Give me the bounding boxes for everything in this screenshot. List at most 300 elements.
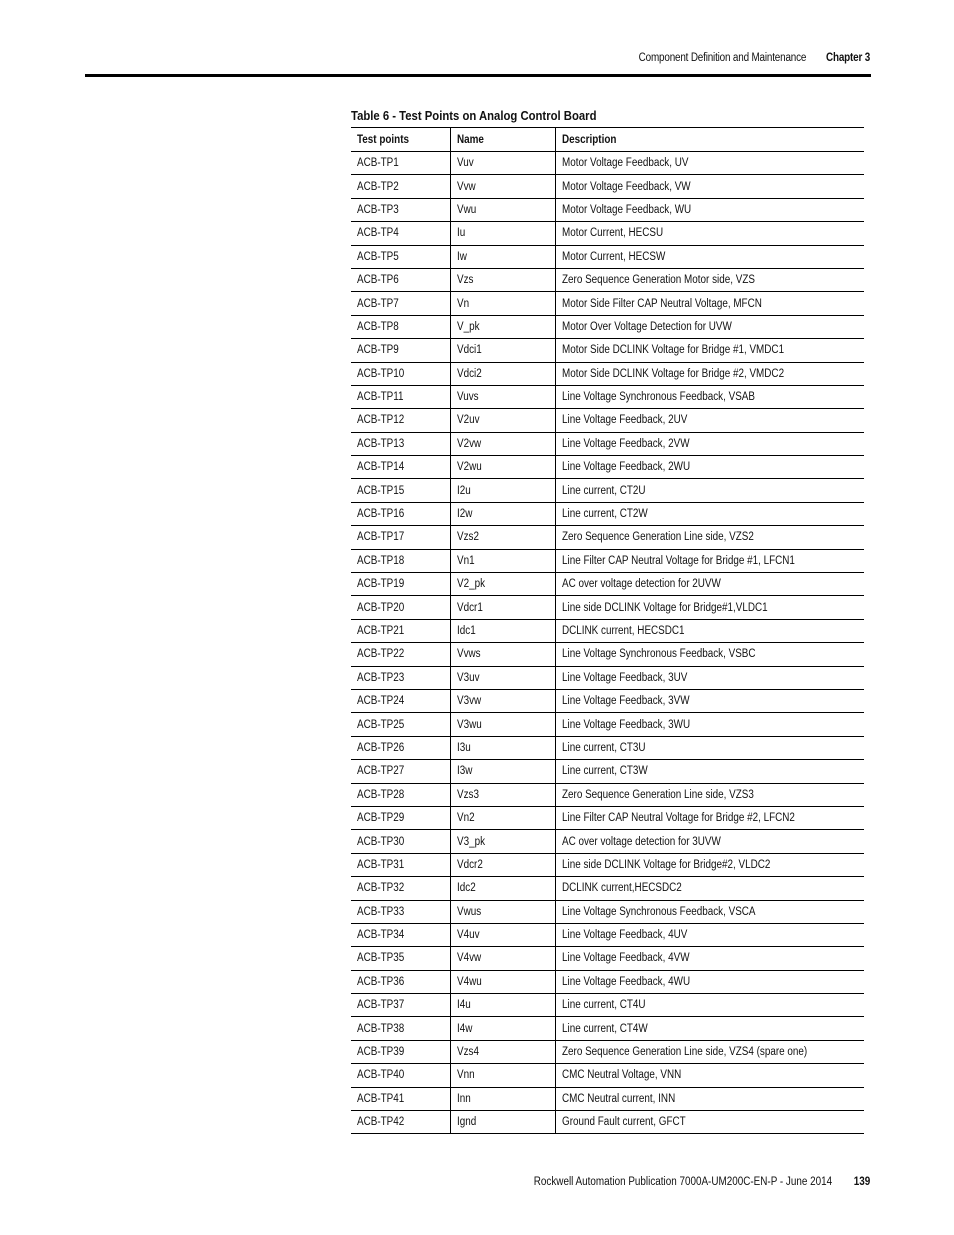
table-row bbox=[351, 152, 864, 175]
cell-text: Vdcr2 bbox=[456, 858, 483, 871]
cell-text: V2vw bbox=[456, 437, 481, 450]
cell-text: Line Filter CAP Neutral Voltage for Bridge #1, LFCN1 bbox=[561, 554, 795, 567]
cell-text: Line Voltage Feedback, 4UV bbox=[561, 929, 687, 942]
test-point-cell bbox=[351, 596, 450, 619]
table-body bbox=[351, 152, 864, 1134]
cell-text: ACB-TP9 bbox=[357, 344, 399, 357]
signal-name-cell bbox=[450, 947, 555, 970]
cell-text: ACB-TP22 bbox=[357, 648, 405, 661]
cell-text: Motor Over Voltage Detection for UVW bbox=[561, 320, 732, 333]
table-row bbox=[351, 198, 864, 221]
cell-text: V2uv bbox=[456, 414, 480, 427]
table-row bbox=[351, 479, 864, 502]
description-cell bbox=[555, 339, 864, 362]
test-point-cell bbox=[351, 900, 450, 923]
description-cell bbox=[555, 1111, 864, 1134]
test-point-cell bbox=[351, 1087, 450, 1110]
column-header-name bbox=[450, 128, 555, 152]
cell-text: ACB-TP10 bbox=[357, 367, 405, 380]
signal-name-cell bbox=[450, 1040, 555, 1063]
table-row bbox=[351, 409, 864, 432]
test-point-cell bbox=[351, 268, 450, 291]
cell-text: ACB-TP38 bbox=[357, 1022, 405, 1035]
description-cell bbox=[555, 596, 864, 619]
cell-text: ACB-TP5 bbox=[357, 250, 399, 263]
table-row bbox=[351, 923, 864, 946]
description-cell bbox=[555, 268, 864, 291]
signal-name-cell bbox=[450, 362, 555, 385]
cell-text: V3uv bbox=[456, 671, 480, 684]
cell-text: I2u bbox=[456, 484, 471, 497]
test-point-cell bbox=[351, 198, 450, 221]
signal-name-cell bbox=[450, 432, 555, 455]
test-point-cell bbox=[351, 853, 450, 876]
table-row bbox=[351, 175, 864, 198]
cell-text: Line current, CT2U bbox=[561, 484, 646, 497]
signal-name-cell bbox=[450, 643, 555, 666]
signal-name-cell bbox=[450, 1111, 555, 1134]
signal-name-cell bbox=[450, 619, 555, 642]
description-cell bbox=[555, 689, 864, 712]
signal-name-cell bbox=[450, 830, 555, 853]
cell-text: AC over voltage detection for 2UVW bbox=[561, 578, 721, 591]
column-header-test-points bbox=[351, 128, 450, 152]
cell-text: ACB-TP32 bbox=[357, 882, 405, 895]
description-cell bbox=[555, 783, 864, 806]
table-row bbox=[351, 689, 864, 712]
cell-text: Idc2 bbox=[456, 882, 476, 895]
cell-text: V3wu bbox=[456, 718, 482, 731]
description-cell bbox=[555, 900, 864, 923]
table-row bbox=[351, 315, 864, 338]
cell-text: AC over voltage detection for 3UVW bbox=[561, 835, 721, 848]
cell-text: Vwus bbox=[456, 905, 481, 918]
description-cell bbox=[555, 573, 864, 596]
description-cell bbox=[555, 1017, 864, 1040]
signal-name-cell bbox=[450, 1017, 555, 1040]
cell-text: V4vw bbox=[456, 952, 481, 965]
signal-name-cell bbox=[450, 900, 555, 923]
cell-text: Motor Current, HECSW bbox=[561, 250, 665, 263]
signal-name-cell bbox=[450, 339, 555, 362]
cell-text: Line current, CT4U bbox=[561, 999, 646, 1012]
cell-text: ACB-TP40 bbox=[357, 1069, 405, 1082]
column-header-label: Name bbox=[456, 133, 484, 146]
description-cell bbox=[555, 736, 864, 759]
test-point-cell bbox=[351, 619, 450, 642]
description-cell bbox=[555, 175, 864, 198]
cell-text: DCLINK current, HECSDC1 bbox=[561, 625, 685, 637]
signal-name-cell bbox=[450, 245, 555, 268]
description-cell bbox=[555, 362, 864, 385]
table-row bbox=[351, 292, 864, 315]
cell-text: Vnn bbox=[456, 1069, 475, 1082]
cell-text: Iw bbox=[456, 250, 467, 263]
description-cell bbox=[555, 994, 864, 1017]
cell-text: Line Filter CAP Neutral Voltage for Bridge #2, LFCN2 bbox=[561, 812, 795, 825]
description-cell bbox=[555, 877, 864, 900]
table-row bbox=[351, 970, 864, 993]
table-row bbox=[351, 994, 864, 1017]
cell-text: ACB-TP18 bbox=[357, 554, 405, 567]
test-points-table bbox=[351, 127, 864, 1134]
signal-name-cell bbox=[450, 853, 555, 876]
cell-text: I4u bbox=[456, 999, 471, 1012]
table-row bbox=[351, 432, 864, 455]
cell-text: Motor Side Filter CAP Neutral Voltage, MFCN bbox=[561, 297, 762, 310]
header-chapter: Chapter 3 bbox=[825, 52, 870, 64]
description-cell bbox=[555, 385, 864, 408]
cell-text: ACB-TP17 bbox=[357, 531, 405, 544]
cell-text: Vdci2 bbox=[456, 367, 482, 380]
cell-text: ACB-TP6 bbox=[357, 274, 399, 287]
cell-text: Line Voltage Synchronous Feedback, VSBC bbox=[561, 648, 756, 661]
test-point-cell bbox=[351, 689, 450, 712]
description-cell bbox=[555, 666, 864, 689]
test-point-cell bbox=[351, 549, 450, 572]
cell-text: ACB-TP24 bbox=[357, 695, 405, 708]
table-row bbox=[351, 643, 864, 666]
description-cell bbox=[555, 479, 864, 502]
cell-text: Iu bbox=[456, 227, 465, 240]
description-cell bbox=[555, 432, 864, 455]
cell-text: ACB-TP11 bbox=[357, 391, 404, 404]
test-point-cell bbox=[351, 760, 450, 783]
cell-text: ACB-TP42 bbox=[357, 1116, 405, 1129]
description-cell bbox=[555, 1040, 864, 1063]
cell-text: I3w bbox=[456, 765, 472, 778]
description-cell bbox=[555, 222, 864, 245]
table-row bbox=[351, 713, 864, 736]
test-point-cell bbox=[351, 573, 450, 596]
column-header-label: Description bbox=[561, 133, 616, 146]
table-row bbox=[351, 385, 864, 408]
cell-text: ACB-TP27 bbox=[357, 765, 405, 778]
signal-name-cell bbox=[450, 1087, 555, 1110]
cell-text: Zero Sequence Generation Motor side, VZS bbox=[561, 274, 755, 287]
cell-text: Zero Sequence Generation Line side, VZS3 bbox=[561, 788, 754, 801]
description-cell bbox=[555, 1087, 864, 1110]
cell-text: V4wu bbox=[456, 975, 482, 988]
cell-text: Vzs2 bbox=[456, 531, 479, 544]
test-point-cell bbox=[351, 994, 450, 1017]
page-footer bbox=[533, 1176, 870, 1188]
table-row bbox=[351, 339, 864, 362]
header-section-title: Component Definition and Maintenance bbox=[638, 52, 807, 64]
cell-text: ACB-TP14 bbox=[357, 461, 405, 474]
signal-name-cell bbox=[450, 198, 555, 221]
table-row bbox=[351, 877, 864, 900]
cell-text: ACB-TP41 bbox=[357, 1092, 405, 1105]
cell-text: ACB-TP19 bbox=[357, 578, 405, 591]
cell-text: Inn bbox=[456, 1092, 471, 1105]
cell-text: ACB-TP28 bbox=[357, 788, 405, 801]
cell-text: CMC Neutral current, INN bbox=[561, 1092, 675, 1105]
description-cell bbox=[555, 806, 864, 829]
cell-text: ACB-TP7 bbox=[357, 297, 399, 310]
description-cell bbox=[555, 713, 864, 736]
cell-text: ACB-TP8 bbox=[357, 320, 399, 333]
test-point-cell bbox=[351, 1040, 450, 1063]
cell-text: Motor Current, HECSU bbox=[561, 227, 663, 240]
signal-name-cell bbox=[450, 549, 555, 572]
description-cell bbox=[555, 526, 864, 549]
cell-text: Line Voltage Feedback, 2UV bbox=[561, 414, 687, 427]
cell-text: ACB-TP21 bbox=[357, 625, 405, 637]
cell-text: ACB-TP2 bbox=[357, 180, 399, 193]
description-cell bbox=[555, 245, 864, 268]
cell-text: Vvw bbox=[456, 180, 476, 193]
signal-name-cell bbox=[450, 175, 555, 198]
cell-text: Vuv bbox=[456, 157, 474, 170]
signal-name-cell bbox=[450, 970, 555, 993]
signal-name-cell bbox=[450, 456, 555, 479]
test-point-cell bbox=[351, 736, 450, 759]
description-cell bbox=[555, 923, 864, 946]
table-row bbox=[351, 268, 864, 291]
cell-text: ACB-TP13 bbox=[357, 437, 405, 450]
table-row bbox=[351, 1064, 864, 1087]
cell-text: V2wu bbox=[456, 461, 482, 474]
cell-text: Motor Side DCLINK Voltage for Bridge #1, VMDC1 bbox=[561, 344, 784, 357]
signal-name-cell bbox=[450, 479, 555, 502]
cell-text: V_pk bbox=[456, 320, 480, 333]
test-point-cell bbox=[351, 432, 450, 455]
cell-text: Line Voltage Feedback, 2WU bbox=[561, 461, 690, 474]
table-row bbox=[351, 830, 864, 853]
cell-text: CMC Neutral Voltage, VNN bbox=[561, 1069, 681, 1082]
header-rule bbox=[85, 74, 871, 77]
table-row bbox=[351, 362, 864, 385]
table-row bbox=[351, 573, 864, 596]
cell-text: Line Voltage Synchronous Feedback, VSCA bbox=[561, 905, 756, 918]
table-row bbox=[351, 502, 864, 525]
test-point-cell bbox=[351, 222, 450, 245]
cell-text: Vdcr1 bbox=[456, 601, 483, 614]
table-row bbox=[351, 736, 864, 759]
cell-text: V3_pk bbox=[456, 835, 485, 848]
test-point-cell bbox=[351, 315, 450, 338]
description-cell bbox=[555, 409, 864, 432]
cell-text: V4uv bbox=[456, 929, 480, 942]
signal-name-cell bbox=[450, 409, 555, 432]
test-point-cell bbox=[351, 666, 450, 689]
description-cell bbox=[555, 152, 864, 175]
table-row bbox=[351, 456, 864, 479]
table-row bbox=[351, 596, 864, 619]
test-point-cell bbox=[351, 713, 450, 736]
signal-name-cell bbox=[450, 292, 555, 315]
test-point-cell bbox=[351, 152, 450, 175]
signal-name-cell bbox=[450, 596, 555, 619]
description-cell bbox=[555, 502, 864, 525]
description-cell bbox=[555, 1064, 864, 1087]
cell-text: ACB-TP37 bbox=[357, 999, 405, 1012]
test-point-cell bbox=[351, 175, 450, 198]
table-row bbox=[351, 760, 864, 783]
cell-text: ACB-TP16 bbox=[357, 508, 405, 521]
test-point-cell bbox=[351, 292, 450, 315]
cell-text: Vvws bbox=[456, 648, 481, 661]
cell-text: Line current, CT4W bbox=[561, 1022, 648, 1035]
cell-text: I3u bbox=[456, 741, 471, 754]
cell-text: I2w bbox=[456, 508, 472, 521]
cell-text: ACB-TP4 bbox=[357, 227, 399, 240]
test-point-cell bbox=[351, 362, 450, 385]
cell-text: V2_pk bbox=[456, 578, 485, 591]
test-point-cell bbox=[351, 245, 450, 268]
signal-name-cell bbox=[450, 689, 555, 712]
table-row bbox=[351, 1017, 864, 1040]
test-point-cell bbox=[351, 1017, 450, 1040]
test-point-cell bbox=[351, 339, 450, 362]
description-cell bbox=[555, 619, 864, 642]
cell-text: DCLINK current,HECSDC2 bbox=[561, 882, 682, 895]
test-point-cell bbox=[351, 456, 450, 479]
test-point-cell bbox=[351, 923, 450, 946]
cell-text: ACB-TP1 bbox=[357, 157, 399, 170]
cell-text: ACB-TP29 bbox=[357, 812, 405, 825]
cell-text: ACB-TP15 bbox=[357, 484, 405, 497]
table-row bbox=[351, 526, 864, 549]
test-point-cell bbox=[351, 877, 450, 900]
table-row bbox=[351, 1111, 864, 1134]
cell-text: Line side DCLINK Voltage for Bridge#1,VLDC1 bbox=[561, 601, 768, 614]
table-row bbox=[351, 947, 864, 970]
description-cell bbox=[555, 549, 864, 572]
signal-name-cell bbox=[450, 502, 555, 525]
cell-text: Line current, CT2W bbox=[561, 508, 648, 521]
column-header-description bbox=[555, 128, 864, 152]
test-point-cell bbox=[351, 783, 450, 806]
cell-text: Ground Fault current, GFCT bbox=[561, 1116, 686, 1129]
test-point-cell bbox=[351, 502, 450, 525]
cell-text: ACB-TP3 bbox=[357, 203, 399, 216]
signal-name-cell bbox=[450, 994, 555, 1017]
cell-text: Motor Voltage Feedback, UV bbox=[561, 157, 688, 170]
table-row bbox=[351, 1087, 864, 1110]
table-row bbox=[351, 666, 864, 689]
table-row bbox=[351, 783, 864, 806]
test-point-cell bbox=[351, 1111, 450, 1134]
signal-name-cell bbox=[450, 573, 555, 596]
cell-text: Line side DCLINK Voltage for Bridge#2, VLDC2 bbox=[561, 858, 770, 871]
cell-text: ACB-TP20 bbox=[357, 601, 405, 614]
cell-text: ACB-TP12 bbox=[357, 414, 405, 427]
cell-text: ACB-TP23 bbox=[357, 671, 405, 684]
cell-text: Vzs3 bbox=[456, 788, 479, 801]
cell-text: Vn bbox=[456, 297, 469, 310]
table-header-row bbox=[351, 128, 864, 152]
test-point-cell bbox=[351, 806, 450, 829]
signal-name-cell bbox=[450, 222, 555, 245]
cell-text: Motor Voltage Feedback, VW bbox=[561, 180, 691, 193]
cell-text: Line Voltage Synchronous Feedback, VSAB bbox=[561, 391, 755, 404]
column-header-label: Test points bbox=[357, 133, 410, 146]
description-cell bbox=[555, 198, 864, 221]
cell-text: ACB-TP36 bbox=[357, 975, 405, 988]
table-row bbox=[351, 853, 864, 876]
cell-text: Vn2 bbox=[456, 812, 475, 825]
signal-name-cell bbox=[450, 760, 555, 783]
test-point-cell bbox=[351, 409, 450, 432]
description-cell bbox=[555, 643, 864, 666]
signal-name-cell bbox=[450, 923, 555, 946]
cell-text: Line Voltage Feedback, 4WU bbox=[561, 975, 690, 988]
signal-name-cell bbox=[450, 877, 555, 900]
cell-text: Line Voltage Feedback, 3UV bbox=[561, 671, 687, 684]
test-point-cell bbox=[351, 1064, 450, 1087]
publication-info: Rockwell Automation Publication 7000A-UM200C-EN-P - June 2014 bbox=[533, 1176, 832, 1188]
cell-text: ACB-TP35 bbox=[357, 952, 405, 965]
description-cell bbox=[555, 853, 864, 876]
cell-text: Line Voltage Feedback, 3WU bbox=[561, 718, 690, 731]
table-row bbox=[351, 245, 864, 268]
description-cell bbox=[555, 760, 864, 783]
cell-text: Idc1 bbox=[456, 625, 476, 637]
test-point-cell bbox=[351, 970, 450, 993]
description-cell bbox=[555, 970, 864, 993]
table-row bbox=[351, 806, 864, 829]
table-caption: Table 6 - Test Points on Analog Control Board bbox=[351, 108, 597, 123]
description-cell bbox=[555, 830, 864, 853]
signal-name-cell bbox=[450, 385, 555, 408]
signal-name-cell bbox=[450, 666, 555, 689]
running-header bbox=[639, 52, 870, 64]
signal-name-cell bbox=[450, 268, 555, 291]
cell-text: Line current, CT3U bbox=[561, 741, 646, 754]
cell-text: Vuvs bbox=[456, 391, 479, 404]
signal-name-cell bbox=[450, 152, 555, 175]
cell-text: V3vw bbox=[456, 695, 481, 708]
cell-text: ACB-TP31 bbox=[357, 858, 405, 871]
cell-text: Motor Side DCLINK Voltage for Bridge #2, VMDC2 bbox=[561, 367, 784, 380]
cell-text: Vzs4 bbox=[456, 1046, 479, 1059]
table-row bbox=[351, 619, 864, 642]
cell-text: Line Voltage Feedback, 3VW bbox=[561, 695, 690, 708]
cell-text: Vzs bbox=[456, 274, 473, 287]
cell-text: ACB-TP33 bbox=[357, 905, 405, 918]
test-point-cell bbox=[351, 526, 450, 549]
signal-name-cell bbox=[450, 736, 555, 759]
signal-name-cell bbox=[450, 1064, 555, 1087]
description-cell bbox=[555, 456, 864, 479]
cell-text: ACB-TP26 bbox=[357, 741, 405, 754]
page-number: 139 bbox=[853, 1176, 870, 1188]
signal-name-cell bbox=[450, 806, 555, 829]
cell-text: ACB-TP30 bbox=[357, 835, 405, 848]
description-cell bbox=[555, 947, 864, 970]
table-row bbox=[351, 549, 864, 572]
test-point-cell bbox=[351, 385, 450, 408]
cell-text: I4w bbox=[456, 1022, 472, 1035]
table-row bbox=[351, 1040, 864, 1063]
cell-text: ACB-TP25 bbox=[357, 718, 405, 731]
description-cell bbox=[555, 292, 864, 315]
cell-text: Zero Sequence Generation Line side, VZS2 bbox=[561, 531, 754, 544]
cell-text: ACB-TP39 bbox=[357, 1046, 405, 1059]
table-row bbox=[351, 222, 864, 245]
cell-text: ACB-TP34 bbox=[357, 929, 405, 942]
table-row bbox=[351, 900, 864, 923]
cell-text: Vn1 bbox=[456, 554, 475, 567]
description-cell bbox=[555, 315, 864, 338]
cell-text: Line Voltage Feedback, 2VW bbox=[561, 437, 690, 450]
cell-text: Line Voltage Feedback, 4VW bbox=[561, 952, 690, 965]
signal-name-cell bbox=[450, 713, 555, 736]
signal-name-cell bbox=[450, 783, 555, 806]
cell-text: Ignd bbox=[456, 1116, 476, 1129]
